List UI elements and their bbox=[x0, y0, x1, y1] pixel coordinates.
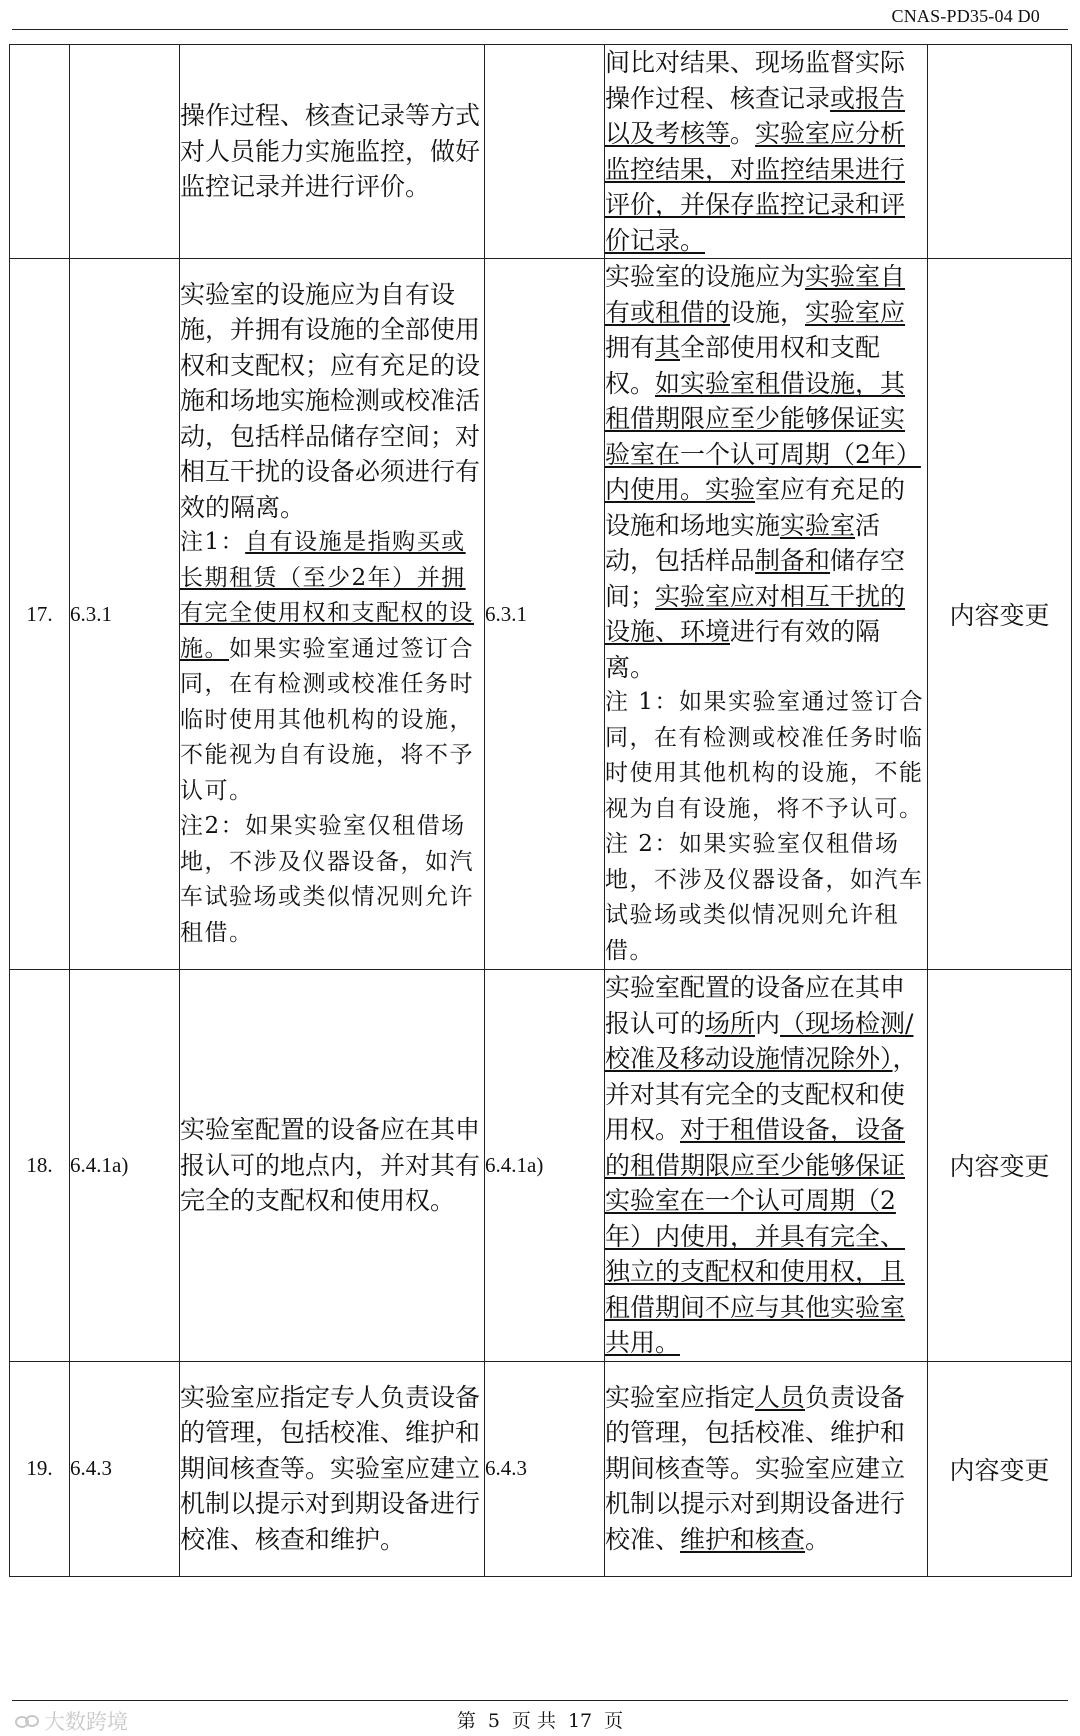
old-note-1 bbox=[180, 525, 484, 809]
underlined-text: 人员 bbox=[755, 1382, 806, 1412]
new-text bbox=[605, 1361, 928, 1576]
underlined-text: 维护和核查 bbox=[680, 1524, 806, 1554]
new-clause: 6.4.3 bbox=[485, 1361, 605, 1576]
text-segment: 实验室的设施应为自有设施，并拥有设施的全部使用权和支配权；应有充足的设施和场地实施检测或校准活动，包括样品储存空间；对相互干扰的设备必须进行有效的隔离。 bbox=[180, 279, 481, 522]
table-row bbox=[10, 259, 1072, 970]
new-note-1 bbox=[605, 685, 927, 827]
text-segment: 负责设备的管理，包括校准、维护和期间核查等。实验室应建立机制以提示对到期设备进行校准、 bbox=[605, 1382, 906, 1554]
underlined-text: 对于租借设备，设备的租借期限应至少能够保证实验室在一个认可周期（2年）内使用，并具有完全、独立的支配权和使用权，且租借期间不应与其他实验室共用。 bbox=[605, 1115, 906, 1357]
total-pages: 17 bbox=[567, 1710, 593, 1732]
text-segment: 内 bbox=[755, 1008, 781, 1038]
text-segment: 全部使用权和支配权。 bbox=[605, 333, 881, 398]
text-segment: ，并对其有完全的支配权和使用权。 bbox=[605, 1044, 918, 1144]
page-mid: 页 共 bbox=[511, 1710, 556, 1732]
old-clause: 6.3.1 bbox=[70, 259, 180, 970]
change-type: 内容变更 bbox=[928, 259, 1072, 970]
text-segment: 实验室配置的设备应在其申报认可的 bbox=[605, 973, 906, 1038]
table-row bbox=[10, 1361, 1072, 1576]
underlined-text: 制备和 bbox=[755, 546, 831, 575]
text-segment: 注 1：如果实验室通过签订合同，在有检测或校准任务时临时使用其他机构的设施，不能视为自有设施，将不予认可。 bbox=[605, 689, 924, 822]
document-code: CNAS-PD35-04 D0 bbox=[891, 6, 1040, 26]
table-row bbox=[10, 970, 1072, 1362]
page-suffix: 页 bbox=[604, 1710, 624, 1732]
underlined-text: 场所 bbox=[705, 1008, 756, 1038]
text-segment: 实验室配置的设备应在其申报认可的地点内，并对其有完全的支配权和使用权。 bbox=[180, 1115, 481, 1215]
text-segment: 储存空间； bbox=[605, 546, 906, 611]
text-segment: 实验室的设施应为 bbox=[605, 262, 806, 291]
header-rule bbox=[12, 29, 1068, 30]
new-clause: 6.4.1a) bbox=[485, 970, 605, 1362]
underlined-text: 或报告以及考核等 bbox=[605, 83, 906, 148]
row-number: 17. bbox=[10, 259, 70, 970]
change-type: 内容变更 bbox=[928, 970, 1072, 1362]
change-type: 内容变更 bbox=[928, 1361, 1072, 1576]
underlined-text: 自有设施是指购买或长期租赁（至少2年）并拥有完全使用权和支配权的设施。 bbox=[180, 529, 474, 662]
change-type bbox=[928, 45, 1072, 259]
old-clause: 6.4.1a) bbox=[70, 970, 180, 1362]
underlined-text: 如实验室租借设施，其租借期限应至少能够保证实验室在一个认可周期（2年）内使用。实验 bbox=[605, 368, 921, 504]
old-main-text bbox=[180, 277, 484, 526]
watermark-text: 大数跨境 bbox=[44, 1710, 128, 1734]
old-text bbox=[180, 259, 485, 970]
footer-rule bbox=[12, 1700, 1068, 1701]
new-main-text bbox=[605, 259, 927, 685]
text-segment: 操作过程、核查记录等方式对人员能力实施监控，做好监控记录并进行评价。 bbox=[180, 101, 481, 202]
current-page: 5 bbox=[487, 1710, 500, 1732]
table-row bbox=[10, 45, 1072, 259]
underlined-text: 实验室自有或租借的 bbox=[605, 262, 906, 327]
text-segment: 设施， bbox=[730, 297, 806, 327]
new-text bbox=[605, 259, 928, 970]
text-segment: 注1： bbox=[180, 529, 246, 556]
text-segment: 注2：如果实验室仅租借场地，不涉及仪器设备，如汽车试验场或类似情况则允许租借。 bbox=[180, 813, 474, 946]
underlined-text: 实验室应对相互干扰的设施、环境 bbox=[605, 581, 906, 646]
row-number: 19. bbox=[10, 1361, 70, 1576]
old-clause bbox=[70, 45, 180, 259]
comparison-table bbox=[9, 44, 1072, 1577]
old-text bbox=[180, 970, 485, 1362]
underlined-text: （现场检测/校准及移动设施情况除外） bbox=[605, 1008, 914, 1073]
old-text bbox=[180, 1361, 485, 1576]
page-number bbox=[0, 1706, 1080, 1733]
row-number bbox=[10, 45, 70, 259]
old-text bbox=[180, 45, 485, 259]
underlined-text: 实验室应分析监控结果，对监控结果进行评价，并保存监控记录和评价记录。 bbox=[605, 119, 906, 255]
text-segment: 活动，包括样品 bbox=[605, 510, 881, 575]
text-segment: 。 bbox=[805, 1524, 831, 1554]
old-clause: 6.4.3 bbox=[70, 1361, 180, 1576]
text-segment: 如果实验室通过签订合同，在有检测或校准任务时临时使用其他机构的设施，不能视为自有设施，将不予认可。 bbox=[180, 635, 474, 804]
text-segment: 注 2：如果实验室仅租借场地，不涉及仪器设备，如汽车试验场或类似情况则允许租借。 bbox=[605, 831, 924, 964]
new-note-2 bbox=[605, 827, 927, 969]
new-clause: 6.3.1 bbox=[485, 259, 605, 970]
text-segment: 实验室应指定专人负责设备的管理，包括校准、维护和期间核查等。实验室应建立机制以提示对到期设备进行校准、核查和维护。 bbox=[180, 1382, 481, 1554]
text-segment: 拥有 bbox=[605, 333, 656, 362]
text-segment: 实验室应指定 bbox=[605, 1382, 756, 1412]
new-clause bbox=[485, 45, 605, 259]
old-note-2 bbox=[180, 809, 484, 951]
page-prefix: 第 bbox=[456, 1710, 476, 1732]
text-segment: 。 bbox=[730, 119, 756, 148]
text-segment: 进行有效的隔离。 bbox=[605, 617, 881, 682]
underlined-text: 实验室应 bbox=[805, 297, 906, 327]
text-segment: 间比对结果、现场监督实际操作过程、核查记录 bbox=[605, 48, 906, 113]
row-number: 18. bbox=[10, 970, 70, 1362]
underlined-text: 其 bbox=[655, 333, 681, 362]
new-text bbox=[605, 45, 928, 259]
new-text bbox=[605, 970, 928, 1362]
text-segment: 室应有充足的设施和场地实施 bbox=[605, 475, 906, 540]
underlined-text: 实验室 bbox=[780, 510, 856, 540]
